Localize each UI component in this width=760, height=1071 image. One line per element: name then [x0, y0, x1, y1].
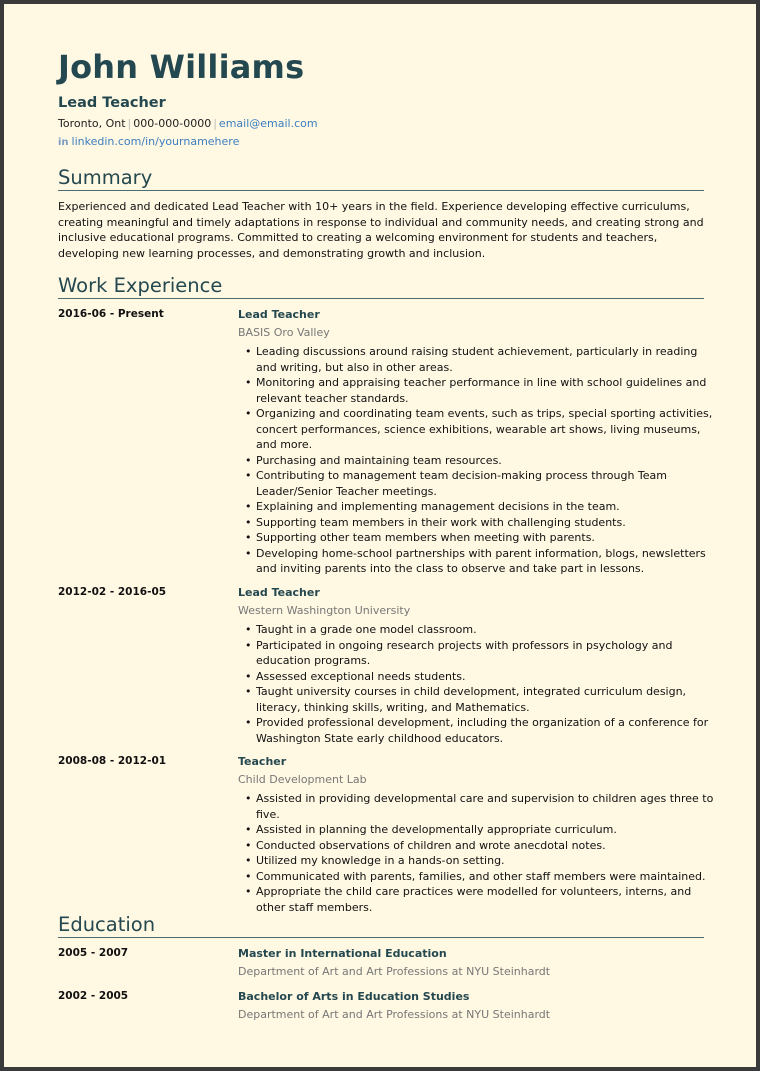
education-heading: Education — [58, 913, 156, 936]
list-item: • Supporting team members in their work with challenging students. — [256, 515, 720, 531]
list-item: • Appropriate the child care practices were modelled for volunteers, interns, and other staff members. — [256, 884, 720, 915]
phone-text: 000-000-0000 — [133, 117, 212, 130]
education-entry-org: Department of Art and Art Professions at NYU Steinhardt — [238, 965, 551, 978]
resume-page — [4, 4, 756, 1067]
list-item: • Leading discussions around raising student achievement, particularly in reading and writing, but also in other areas. — [256, 344, 720, 375]
contact-line — [58, 117, 318, 130]
list-item: • Assisted in providing developmental care and supervision to children ages three to five. — [256, 791, 720, 822]
list-item: • Assisted in planning the developmentally appropriate curriculum. — [256, 822, 720, 838]
list-item: • Supporting other team members when meeting with parents. — [256, 530, 720, 546]
work-entry-org: Child Development Lab — [238, 773, 367, 786]
list-item: • Provided professional development, including the organization of a conference for Washington State early childhood educators. — [256, 715, 720, 746]
linkedin-icon: in — [58, 137, 69, 148]
work-entry-bullets — [238, 791, 720, 915]
list-item: • Contributing to management team decision-making process through Team Leader/Senior Teacher meetings. — [256, 468, 720, 499]
education-entry-date: 2002 - 2005 — [58, 990, 129, 1002]
education-entry-date: 2005 - 2007 — [58, 947, 129, 959]
education-entry-title: Master in International Education — [238, 947, 447, 960]
list-item: • Monitoring and appraising teacher performance in line with school guidelines and relevant teacher standards. — [256, 375, 720, 406]
candidate-name: John Williams — [58, 48, 305, 86]
work-heading: Work Experience — [58, 274, 223, 297]
work-entry-title: Teacher — [238, 755, 287, 768]
work-entry-bullets — [238, 344, 720, 577]
list-item: • Participated in ongoing research projects with professors in psychology and education programs. — [256, 638, 720, 669]
work-entry-date: 2012-02 - 2016-05 — [58, 586, 167, 598]
list-item: • Taught in a grade one model classroom. — [256, 622, 720, 638]
candidate-role: Lead Teacher — [58, 95, 166, 111]
work-divider — [58, 298, 704, 299]
linkedin-line — [58, 135, 239, 148]
list-item: • Conducted observations of children and wrote anecdotal notes. — [256, 838, 720, 854]
list-item: • Communicated with parents, families, and other staff members were maintained. — [256, 869, 720, 885]
list-item: • Developing home-school partnerships with parent information, blogs, newsletters and inviting parents into the class to observe and take part in lessons. — [256, 546, 720, 577]
work-entry-title: Lead Teacher — [238, 308, 320, 321]
summary-divider — [58, 190, 704, 191]
list-item: • Utilized my knowledge in a hands-on setting. — [256, 853, 720, 869]
summary-heading: Summary — [58, 166, 153, 189]
list-item: • Assessed exceptional needs students. — [256, 669, 720, 685]
linkedin-link[interactable]: linkedin.com/in/yournamehere — [71, 135, 240, 148]
work-entry-org: BASIS Oro Valley — [238, 326, 330, 339]
email-link[interactable]: email@email.com — [218, 117, 318, 130]
work-entry-date: 2016-06 - Present — [58, 308, 164, 320]
work-entry-bullets — [238, 622, 720, 746]
list-item: • Purchasing and maintaining team resources. — [256, 453, 720, 469]
work-entry-date: 2008-08 - 2012-01 — [58, 755, 167, 767]
list-item: • Organizing and coordinating team events, such as trips, special sporting activities, concert performances, science exhibitions, wearable art shows, living museums, and more. — [256, 406, 720, 453]
list-item: • Taught university courses in child development, integrated curriculum design, literacy, thinking skills, writing, and Mathematics. — [256, 684, 720, 715]
work-entry-title: Lead Teacher — [238, 586, 320, 599]
list-item: • Explaining and implementing management decisions in the team. — [256, 499, 720, 515]
contact-separator: | — [213, 117, 217, 130]
work-entry-org: Western Washington University — [238, 604, 411, 617]
education-entry-org: Department of Art and Art Professions at NYU Steinhardt — [238, 1008, 551, 1021]
summary-text: Experienced and dedicated Lead Teacher with 10+ years in the field. Experience developing effective curriculums, creating meaningful and timely adaptations in response to individual and community needs, and creating strong and inclusive educational programs. Committed to creating a welcoming environment for students and teachers, developing new learning processes, and demonstrating growth and inclusion. — [58, 200, 704, 260]
location-text: Toronto, Ont — [58, 117, 126, 130]
contact-separator: | — [127, 117, 132, 130]
education-divider — [58, 937, 704, 938]
education-entry-title: Bachelor of Arts in Education Studies — [238, 990, 470, 1003]
